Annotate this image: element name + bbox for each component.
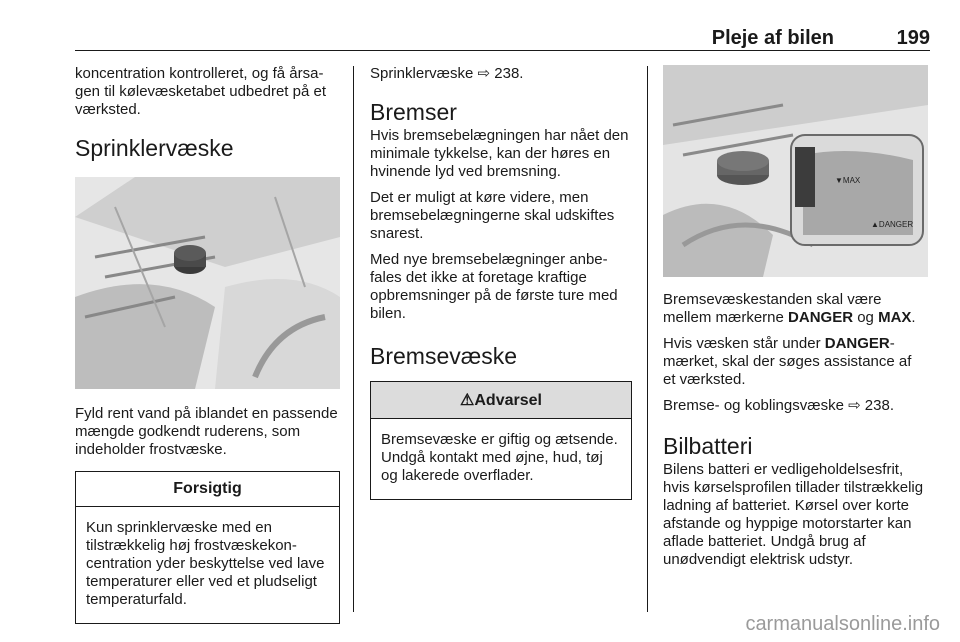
brakes-paragraph-1: Hvis bremsebelægningen har nået den minimale tykkelse, kan der høres en hvinende lyd ved bremsning.	[370, 127, 629, 180]
page-number: 199	[896, 27, 930, 49]
battery-paragraph: Bilens batteri er vedligeholdelsesfrit, hvis kørselsprofilen tillader tilstrækkelig ladning af batteriet. Kørsel over korte afstande og hyppige motorstarter kan aflade batteriet. Undgå brug af unødvendigt elektrisk udstyr.	[663, 461, 924, 568]
warning-text: Bremsevæske er giftig og ætsende. Undgå kontakt med øjne, hud, tøj og lakerede overflader.	[381, 431, 618, 484]
column-divider	[647, 66, 648, 612]
text-span: Bremsevæskestanden skal være mellem mærkerne	[663, 291, 882, 326]
warning-header	[371, 382, 631, 419]
brakes-paragraph-3: Med nye bremsebelægninger anbefales det ikke at foretage kraftige opbremsninger på de første ture med bilen.	[370, 251, 618, 322]
text-span: og	[853, 309, 879, 326]
warning-title: Advarsel	[474, 392, 542, 409]
max-marking: ▼MAX	[835, 176, 861, 185]
fluid-level-paragraph	[663, 291, 928, 327]
brake-fluid-reservoir-photo	[663, 65, 928, 277]
heading-bilbatteri: Bilbatteri	[663, 433, 753, 459]
section-title: Pleje af bilen	[711, 27, 834, 49]
refill-paragraph: Fyld rent vand på iblandet en passende mængde godkendt ruderens, som indeholder frostvæske.	[75, 405, 338, 458]
text-span: .	[911, 309, 916, 326]
warning-icon: ⚠	[460, 392, 475, 409]
danger-marking: ▲DANGER	[871, 220, 914, 229]
caution-box	[75, 471, 340, 624]
heading-bremser: Bremser	[370, 99, 457, 125]
column-2	[370, 65, 632, 500]
warning-box	[370, 381, 632, 500]
page-header	[75, 0, 930, 51]
caution-title: Forsigtig	[76, 472, 339, 507]
column-3	[663, 65, 928, 577]
intro-paragraph: koncentration kontrolleret, og få årsagen til kølevæsketabet udbedret på et værksted.	[75, 65, 326, 118]
brake-fluid-reference: Bremse- og koblingsvæske ⇨ 238.	[663, 397, 895, 414]
text-span: Hvis væsken står under	[663, 335, 825, 352]
below-danger-paragraph	[663, 335, 928, 389]
column-1	[75, 65, 340, 624]
washer-fluid-reference: Sprinklervæske ⇨ 238.	[370, 65, 524, 82]
heading-bremsevaeske: Bremsevæske	[370, 343, 517, 369]
heading-sprinklervaeske: Sprinklervæske	[75, 135, 234, 161]
caution-text: Kun sprinklervæske med en tilstrækkelig høj frostvæskekoncentration yder beskyttelse ved lave temperaturer eller ved et pludseligt temperaturfald.	[86, 519, 325, 608]
brakes-paragraph-2: Det er muligt at køre videre, men bremsebelægningerne skal udskiftes snarest.	[370, 189, 615, 242]
text-span: -mærket, skal der søges assistance af et værksted.	[663, 335, 912, 388]
danger-label: DANGER	[788, 309, 854, 326]
washer-reservoir-photo	[75, 177, 340, 389]
watermark: carmanualsonline.info	[745, 613, 940, 635]
danger-label: DANGER	[824, 335, 890, 352]
max-label: MAX	[878, 309, 912, 326]
column-divider	[353, 66, 354, 612]
